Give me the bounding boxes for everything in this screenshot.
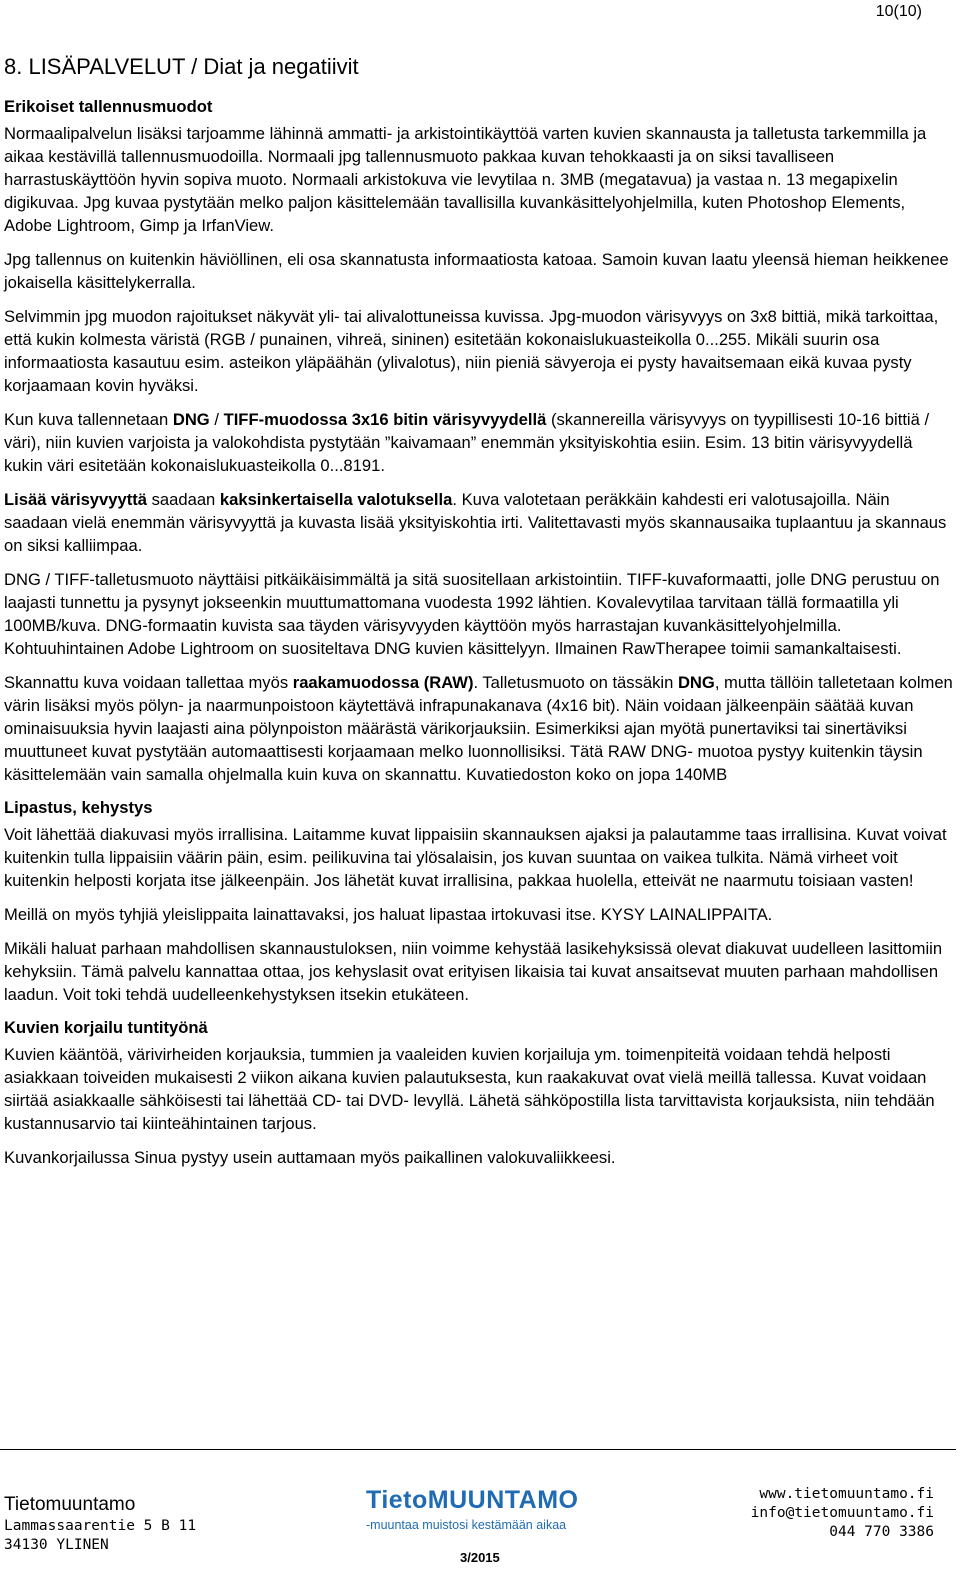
- section-heading: Erikoiset tallennusmuodot: [4, 97, 213, 116]
- footer-email: info@tietomuuntamo.fi: [750, 1505, 934, 1521]
- paragraph: [4, 1043, 954, 1135]
- text-run: Mikäli haluat parhaan mahdollisen skannaustuloksen, niin voimme kehystää lasikehyksissä olevat diakuvat uudelleen lasittomiin kehyksiin. Tämä palvelu kannattaa ottaa, jos kehyslasit ovat erityisen likaisia tai kuvat ansaitsevat muuten parhaan mahdollisen laadun. Voit toki tehdä uudelleenkehystyksen itsekin etukäteen.: [4, 939, 943, 1004]
- footer-address-line2: 34130 YLINEN: [4, 1537, 109, 1553]
- text-run: . Talletusmuoto on tässäkin: [473, 673, 678, 692]
- footer-contact: [751, 1485, 934, 1542]
- text-run: saadaan: [147, 490, 220, 509]
- footer-website: www.tietomuuntamo.fi: [759, 1486, 934, 1502]
- text-run: /: [209, 410, 224, 429]
- text-run: (skannereilla värisyvyys on tyypillisesti 10-16 bittiä / väri), niin kuvien varjoista ja valokohdista pystytään ”kaivamaan” enemmän yksityiskohtia esiin. Esim. 13 bitin värisyvyydellä kukin väri esitetään kokonaislukuasteikolla 0...8191.: [4, 410, 930, 475]
- document-body: [4, 52, 954, 1180]
- paragraph: [4, 305, 954, 397]
- bold-text: kaksinkertaisella valotuksella: [219, 490, 453, 509]
- company-logo: [366, 1486, 606, 1533]
- paragraph: [4, 488, 954, 557]
- footer-company-name: Tietomuuntamo: [4, 1494, 136, 1515]
- text-run: Kuvien kääntöä, värivirheiden korjauksia, tummien ja vaaleiden kuvien korjailuja ym. toimenpiteitä voidaan tehdä helposti asiakkaan toiveiden mukaisesti 2 viikon aikana kuvien palautuksesta, kun raakakuvat ovat vielä meillä tallessa. Kuvat voidaan siirtää asiakkaalle sähköisesti tai lähettää CD- tai DVD- levyllä. Lähetä sähköpostilla lista tarvittavista korjauksista, niin tehdään kustannusarvio tai kiinteähintainen tarjous.: [4, 1045, 935, 1133]
- paragraph: [4, 823, 954, 892]
- bold-text: DNG: [172, 410, 210, 429]
- text-run: Skannattu kuva voidaan tallettaa myös: [4, 673, 293, 692]
- bold-text: DNG: [677, 673, 715, 692]
- text-run: Selvimmin jpg muodon rajoitukset näkyvät yli- tai alivalottuneissa kuvissa. Jpg-muodon värisyvyys on 3x8 bittiä, mikä tarkoittaa, että kukin kolmesta väristä (RGB / punainen, vihreä, sininen) esitetään kokonaislukuasteikolla 0...255. Mikäli suurin osa informaatiosta kasautuu esim. asteikon yläpäähän (ylivalotus), niin pieniä sävyeroja ei pysty havaitsemaan eikä kuvaa pysty korjaamaan kovin hyväksi.: [4, 307, 939, 395]
- bold-text: Lisää värisyvyyttä: [4, 490, 147, 509]
- paragraph: [4, 122, 954, 237]
- bold-text: raakamuodossa (RAW): [292, 673, 474, 692]
- paragraph: [4, 903, 954, 926]
- text-run: Meillä on myös tyhjiä yleislippaita lainattavaksi, jos haluat lipastaa irtokuvasi itse. KYSY LAINALIPPAITA.: [4, 905, 773, 924]
- bold-text: TIFF-muodossa 3x16 bitin värisyvyydellä: [223, 410, 547, 429]
- text-run: DNG / TIFF-talletusmuoto näyttäisi pitkäikäisimmältä ja sitä suositellaan arkistointiin. TIFF-kuvaformaatti, jolle DNG perustuu on laajasti tunnettu ja pysynyt jokseenkin muuttumattomana vuodesta 1992 lähtien. Kovalevytilaa tarvitaan tällä formaatilla yli 100MB/kuva. DNG-formaatin kuvista saa täyden värisyvyyden käyttöön myös harrastajan kuvankäsittelyohjelmilla. Kohtuuhintainen Adobe Lightroom on suositeltava DNG kuvien käsittelyyn. Ilmainen RawTherapee toimii samankaltaisesti.: [4, 570, 940, 658]
- text-run: Kuvankorjailussa Sinua pystyy usein auttamaan myös paikallinen valokuvaliikkeesi.: [4, 1148, 616, 1167]
- text-run: , mutta tällöin talletetaan kolmen värin lisäksi myös pölyn- ja naarmunpoistoon käytettävä infrapunakanava (4x16 bit). Näin voidaan jälkeenpäin säätää kuvan ominaisuuksia hyvin laajasti aina pölynpoiston määrästä värikorjauksiin. Esimerkiksi ajan myötä punertaviksi tai sinertäviksi muuttuneet kuvat pystytään automaattisesti korjaamaan melko luonnollisiksi. Tätä RAW DNG- muotoa pystyy kuitenkin täysin käsittelemään vain samalla ohjelmalla kuin kuva on skannattu. Kuvatiedoston koko on jopa 140MB: [4, 673, 953, 784]
- paragraph: [4, 568, 954, 660]
- paragraph: [4, 1146, 954, 1169]
- document-title: 8. LISÄPALVELUT / Diat ja negatiivit: [4, 54, 359, 79]
- text-run: Kun kuva tallennetaan: [4, 410, 173, 429]
- text-run: Voit lähettää diakuvasi myös irrallisina. Laitamme kuvat lippaisiin skannauksen ajaksi ja palautamme taas irrallisina. Kuvat voivat kuitenkin tulla lippaisiin väärin päin, esim. peilikuvina tai ylösalaisin, jos kuvan suuntaa on vaikea tulkita. Nämä virheet voit kuitenkin helposti korjata itse jälkeenpäin. Jos lähetät kuvat irrallisina, pakkaa huolella, etteivät ne naarmutu toisiaan vasten!: [4, 825, 947, 890]
- logo-tagline: -muuntaa muistosi kestämään aikaa: [366, 1518, 567, 1532]
- footer-phone: 044 770 3386: [829, 1524, 934, 1540]
- footer-divider: [0, 1449, 956, 1450]
- footer-address-line1: Lammassaarentie 5 B 11: [4, 1518, 197, 1534]
- section-heading: Kuvien korjailu tuntityönä: [4, 1018, 208, 1037]
- footer-date: 3/2015: [460, 1550, 500, 1565]
- logo-wordmark: TietoMUUNTAMO: [366, 1486, 579, 1514]
- text-run: . Kuva valotetaan peräkkäin kahdesti eri valotusajoilla. Näin saadaan vielä enemmän värisyvyyttä ja kuvasta lisää yksityiskohtia irti. Valitettavasti myös skannausaika tuplaantuu ja skannaus on siksi kalliimpaa.: [4, 490, 947, 555]
- paragraph: [4, 671, 954, 786]
- paragraph: [4, 408, 954, 477]
- page-number: 10(10): [875, 3, 922, 20]
- section-heading: Lipastus, kehystys: [4, 798, 153, 817]
- paragraph: [4, 937, 954, 1006]
- text-run: Normaalipalvelun lisäksi tarjoamme lähinnä ammatti- ja arkistointikäyttöä varten kuvien skannausta ja talletusta tarkemmilla ja aikaa kestävillä tallennusmuodoilla. Normaali jpg tallennusmuoto pakkaa kuvan tehokkaasti ja on siksi tavalliseen harrastuskäyttöön hyvin sopiva muoto. Normaali arkistokuva vie levytilaa n. 3MB (megatavua) ja vastaa n. 13 megapixelin digikuvaa. Jpg kuvaa pystytään melko paljon käsittelemään tavallisilla kuvankäsittelyohjelmilla, kuten Photoshop Elements, Adobe Lightroom, Gimp ja IrfanView.: [4, 124, 927, 235]
- text-run: Jpg tallennus on kuitenkin häviöllinen, eli osa skannatusta informaatiosta katoaa. Samoin kuvan laatu yleensä hieman heikkenee jokaisella käsittelykerralla.: [4, 250, 949, 292]
- paragraph: [4, 248, 954, 294]
